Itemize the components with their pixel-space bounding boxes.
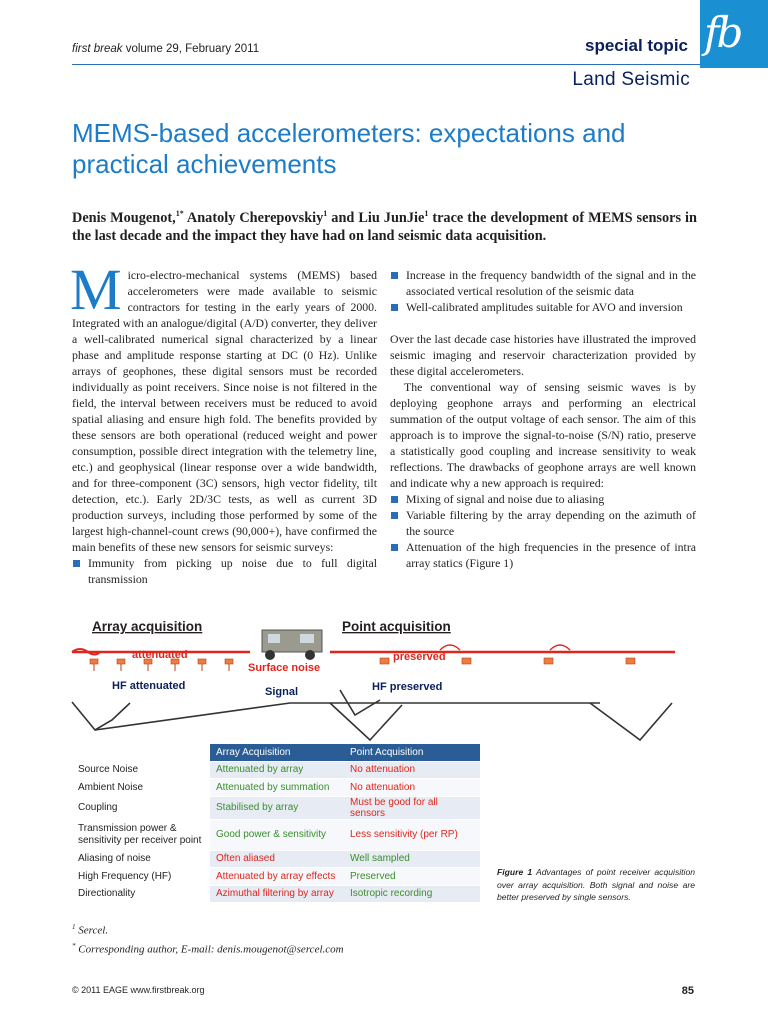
- array-cell: Attenuated by array effects: [210, 868, 344, 886]
- author-summary: trace the development of MEMS sensors in the last decade and the impact they have had on land seismic data acquisition.: [72, 209, 697, 244]
- signal-label: Signal: [265, 686, 299, 698]
- row-label: Ambient Noise: [72, 779, 210, 797]
- preserved-label: preserved: [393, 651, 446, 663]
- table-row: [72, 761, 480, 779]
- point-cell: Must be good for all sensors: [344, 796, 480, 819]
- author-3: and Liu JunJie: [327, 209, 425, 226]
- bullet-text: Well-calibrated amplitudes suitable for AVO and inversion: [406, 300, 683, 314]
- point-cell: Preserved: [344, 868, 480, 886]
- array-cell: Stabilised by array: [210, 796, 344, 819]
- array-cell: Good power & sensitivity: [210, 819, 344, 850]
- hf-attenuated-label: HF attenuated: [112, 680, 186, 692]
- footnote-mark: 1: [72, 923, 76, 931]
- row-label: Source Noise: [72, 761, 210, 779]
- bullet-text: Immunity from picking up noise due to full digital transmission: [88, 556, 377, 586]
- row-label: High Frequency (HF): [72, 868, 210, 886]
- author-2: Anatoly Cherepovskiy: [183, 209, 324, 226]
- author-2-affil: 1: [323, 209, 328, 218]
- table-header-row: [72, 744, 480, 761]
- table-row: [72, 850, 480, 868]
- author-1-affil: 1*: [175, 209, 184, 218]
- header-cell: Array Acquisition: [210, 744, 344, 761]
- point-cell: Isotropic recording: [344, 885, 480, 903]
- bullet-text: Increase in the frequency bandwidth of the signal and in the associated vertical resolution of the seismic data: [406, 268, 696, 298]
- footnotes: [72, 920, 344, 957]
- footnote-mark: *: [72, 941, 76, 950]
- signal-ray-paths: [72, 690, 672, 740]
- point-acquisition-title: Point acquisition: [342, 619, 451, 634]
- footnote-text: Corresponding author, E-mail: denis.mougenot@sercel.com: [75, 943, 344, 956]
- point-cell: Well sampled: [344, 850, 480, 868]
- point-cell: No attenuation: [344, 761, 480, 779]
- bullet-text: Mixing of signal and noise due to aliasing: [406, 492, 605, 506]
- header-cell: [72, 744, 210, 761]
- row-label: Directionality: [72, 885, 210, 903]
- point-cell: Less sensitivity (per RP): [344, 819, 480, 850]
- author-1: Denis Mougenot,: [72, 209, 176, 226]
- row-label: Aliasing of noise: [72, 850, 210, 868]
- paragraph: Over the last decade case histories have illustrated the improved seismic imaging and reservoir characterization provided by these digital accelerometers.: [390, 332, 696, 378]
- header-cell: Point Acquisition: [344, 744, 480, 761]
- table-row: [72, 779, 480, 797]
- footnote-corresponding: [72, 939, 344, 958]
- intro-paragraph: icro-electro-mechanical systems (MEMS) based accelerometers were made available to seismic contractors for testing in the early years of 2000. Integrated with an analogue/digital (A/D) converter, they deliver a well-calibrated numerical signal characterized by a linear phase and amplitude response starting at DC (0 Hz). Unlike arrays of geophones, these digital sensors must be recorded individually as point receivers. Since noise is not filtered in the field, the interval between receivers must be reduced to avoid spatial aliasing and ensure high fold. The benefits provided by these sensors are both operational (reduced weight and power consumption, possible direct integration with the telemetry line, etc.) and geophysical (linear response over a wide bandwidth, and for three-component (3C) sensors, high vector fidelity, tilt detection, etc.). Early 2D/3C tests, as well as current 3D production surveys, including those performed by some of the largest high-channel-count crews (90,000+), have confirmed the main benefits of these new sensors for seismic surveys:: [72, 268, 377, 554]
- special-topic-label: special topic: [585, 36, 688, 55]
- array-cell: Attenuated by array: [210, 761, 344, 779]
- table-row: [72, 885, 480, 903]
- table-row: [72, 868, 480, 886]
- page-number: 85: [681, 985, 694, 997]
- table-row: [72, 796, 480, 819]
- row-label: Transmission power & sensitivity per receiver point: [72, 819, 210, 850]
- author-3-affil: 1: [424, 209, 429, 218]
- copyright-footer: © 2011 EAGE www.firstbreak.org: [72, 985, 205, 995]
- table-row: [72, 819, 480, 850]
- row-label: Coupling: [72, 796, 210, 819]
- vibrator-truck-icon: [262, 630, 322, 660]
- attenuated-label: attenuated: [132, 649, 188, 661]
- array-cell: Often aliased: [210, 850, 344, 868]
- comparison-table: [72, 744, 480, 903]
- caption-label: Figure 1: [497, 867, 533, 877]
- journal-name: first break: [72, 43, 123, 55]
- surface-noise-label: Surface noise: [248, 662, 321, 674]
- article-title: MEMS-based accelerometers: expectations and practical achievements: [72, 118, 626, 179]
- hf-preserved-label: HF preserved: [372, 681, 443, 693]
- journal-volume: volume 29, February 2011: [122, 43, 260, 55]
- bullet-text: Attenuation of the high frequencies in the presence of intra array statics (Figure 1): [406, 540, 696, 570]
- array-cell: Attenuated by summation: [210, 779, 344, 797]
- section-title: Land Seismic: [572, 69, 690, 90]
- logo-text: fb: [704, 8, 741, 57]
- footnote-affiliation: [72, 920, 344, 939]
- footnote-text: Sercel.: [75, 924, 109, 937]
- paragraph: The conventional way of sensing seismic waves is by deploying geophone arrays and performing an electrical summation of the output voltage of each sensor. The aim of this approach is to improve the signal-to-noise (S/N) ratio, preserve a statistically good coupling and increase sensitivity to weak reflections. The drawbacks of geophone arrays are well known and indicate why a new approach is required:: [390, 380, 696, 490]
- point-cell: No attenuation: [344, 779, 480, 797]
- caption-text: Advantages of point receiver acquisition over array acquisition. Both signal and noise are better preserved by single sensors.: [497, 867, 696, 902]
- array-cell: Azimuthal filtering by array: [210, 885, 344, 903]
- drop-cap: M: [70, 257, 122, 322]
- array-acquisition-title: Array acquisition: [92, 619, 203, 634]
- figure-caption: [497, 866, 695, 904]
- bullet-text: Variable filtering by the array depending on the azimuth of the source: [406, 508, 696, 538]
